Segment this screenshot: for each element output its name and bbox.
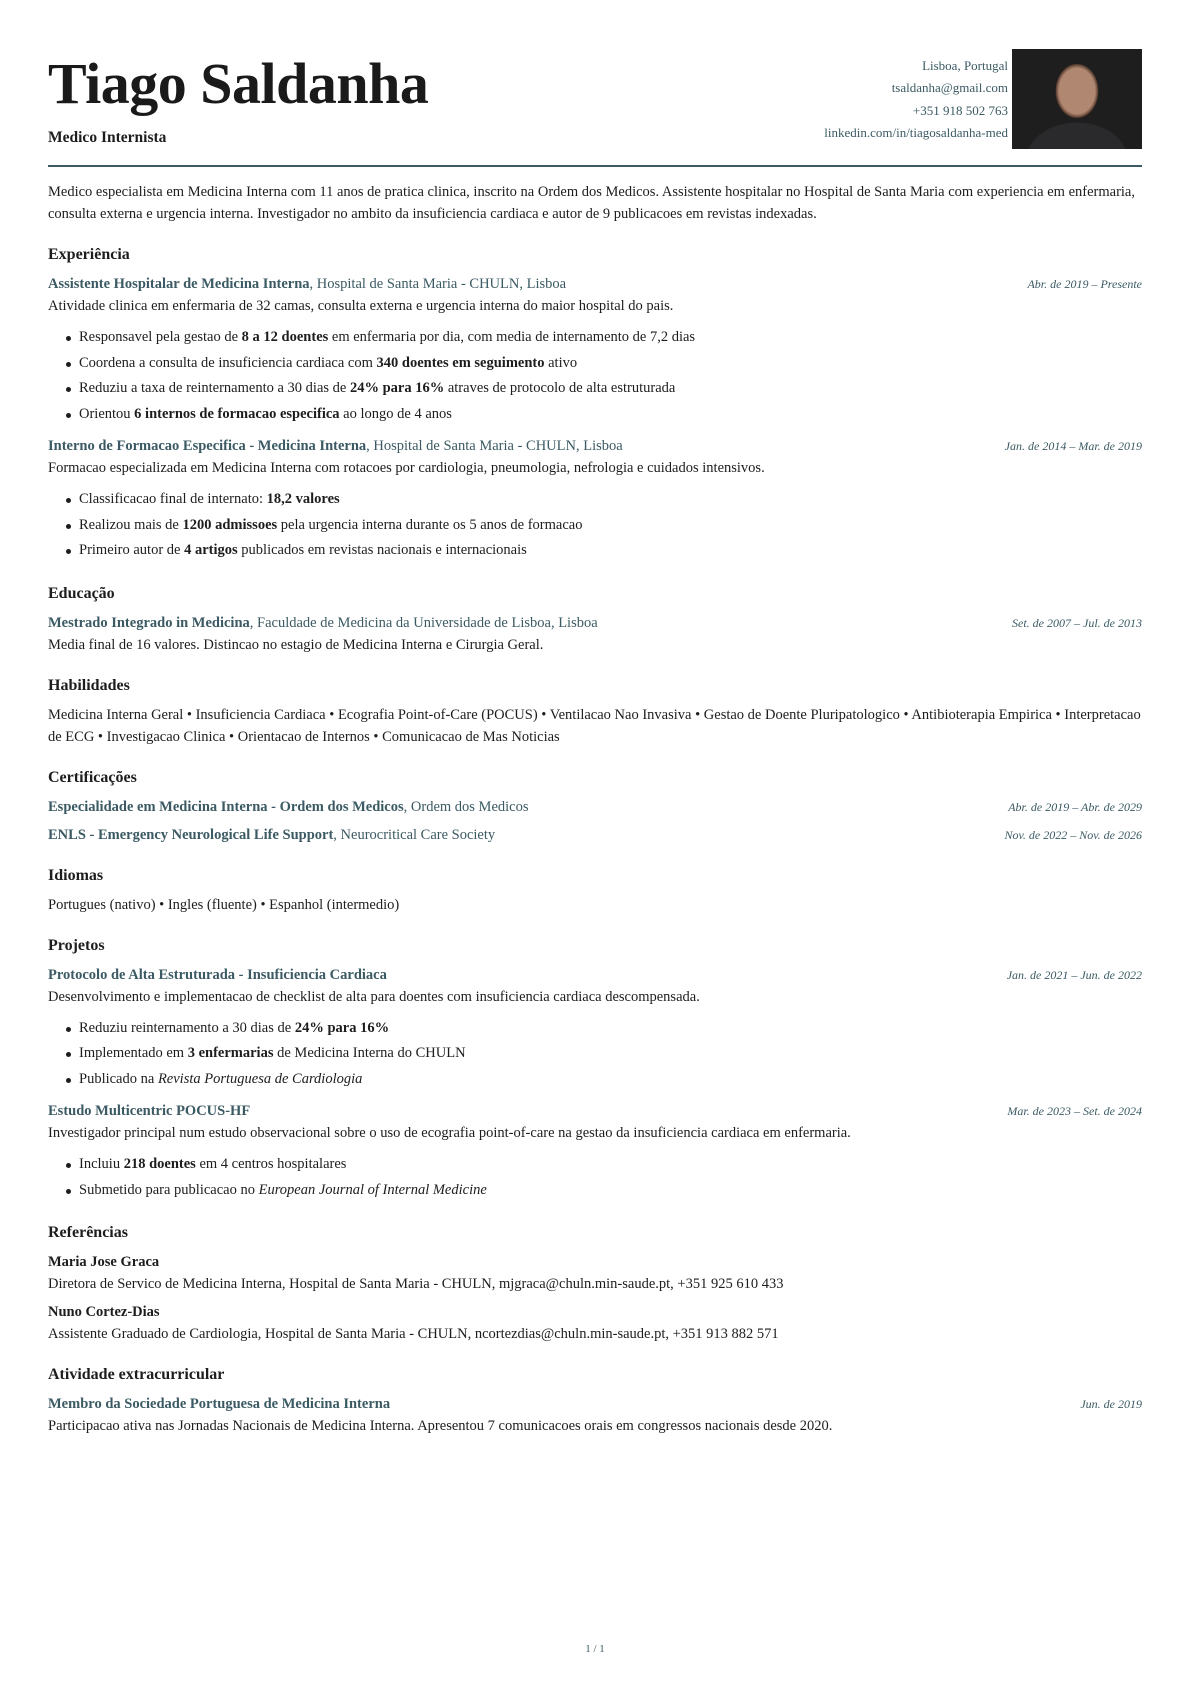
bullet-text: Coordena a consulta de insuficiencia cardiaca com xyxy=(79,354,377,371)
bullet-text: 340 doentes em seguimento xyxy=(376,354,545,371)
reference-details: Diretora de Servico de Medicina Interna, Hospital de Santa Maria - CHULN, mjgraca@chuln.min-saude.pt, +351 925 610 433 xyxy=(48,1276,784,1292)
entry-date: Nov. de 2022 – Nov. de 2026 xyxy=(1004,827,1142,842)
education-heading: Educação xyxy=(48,584,115,602)
references-section xyxy=(48,1224,1142,1345)
references-entry xyxy=(48,1301,1142,1345)
entry-title-line xyxy=(48,964,387,986)
bullet-item xyxy=(48,1152,1142,1178)
entry-title: Membro da Sociedade Portuguesa de Medicina Interna xyxy=(48,1396,391,1412)
bullet-text: Publicado na xyxy=(79,1070,158,1087)
entry-title-line xyxy=(48,1100,250,1122)
bullet-text: em enfermaria por dia, com media de internamento de 7,2 dias xyxy=(328,329,696,345)
entry-bullets xyxy=(48,1016,1142,1093)
contact-info xyxy=(824,55,1008,144)
resume-page xyxy=(48,0,1142,1443)
experience-entry xyxy=(48,273,1142,427)
entry-header xyxy=(48,824,1142,846)
skills-section xyxy=(48,677,1142,748)
entry-date: Jan. de 2014 – Mar. de 2019 xyxy=(1004,439,1142,453)
bullet-text: Responsavel pela gestao de xyxy=(79,329,242,345)
summary: Medico especialista em Medicina Interna com 11 anos de pratica clinica, inscrito na Ordem dos Medicos. Assistente hospitalar no Hospital de Santa Maria com experiencia em enfermaria, consulta externa e urgencia interna. Investigador no ambito da insuficiencia cardiaca e autor de 9 publicacoes em revistas indexadas. xyxy=(48,184,1135,222)
entry-title-line xyxy=(48,796,528,818)
bullet-text: 218 doentes xyxy=(123,1156,196,1172)
languages-section xyxy=(48,867,1142,916)
bullet-item xyxy=(48,376,1142,402)
bullet-text: 6 internos de formacao especifica xyxy=(134,405,340,422)
bullet-text: Submetido para publicacao no xyxy=(79,1181,259,1198)
page-number: 1 / 1 xyxy=(585,1643,605,1655)
bullet-text: publicados em revistas nacionais e internacionais xyxy=(237,542,527,558)
bullet-item xyxy=(48,402,1142,428)
bullet-text: 24% para 16% xyxy=(349,380,445,396)
bullet-item xyxy=(48,1016,1142,1042)
email-link[interactable]: tsaldanha@gmail.com xyxy=(891,80,1008,96)
projects-section xyxy=(48,937,1142,1204)
entry-bullets xyxy=(48,1152,1142,1203)
bullet-text: Orientou xyxy=(79,405,135,422)
location: Lisboa, Portugal xyxy=(922,58,1008,73)
bullet-text: 24% para 16% xyxy=(294,1019,390,1036)
candidate-name: Tiago Saldanha xyxy=(48,51,429,116)
bullet-text: European Journal of Internal Medicine xyxy=(258,1181,487,1198)
entry-header xyxy=(48,273,1142,295)
entry-header xyxy=(48,964,1142,986)
skills-list: Medicina Interna Geral • Insuficiencia Cardiaca • Ecografia Point-of-Care (POCUS) • Ventilacao Nao Invasiva • Gestao de Doente Pluripatologico • Antibioterapia Empirica • Interpretacao de ECG • Investigacao Clinica • Orientacao de Internos • Comunicacao de Mas Noticias xyxy=(48,706,1141,745)
entry-title: Protocolo de Alta Estruturada - Insuficiencia Cardiaca xyxy=(48,966,387,983)
bullet-text: 8 a 12 doentes xyxy=(241,329,329,345)
bullet-text: pela urgencia interna durante os 5 anos de formacao xyxy=(277,516,583,533)
entry-header xyxy=(48,796,1142,818)
projects-entry xyxy=(48,964,1142,1093)
bullet-text: Reduziu a taxa de reinternamento a 30 dias de xyxy=(79,380,350,396)
entry-title-line xyxy=(48,273,566,295)
languages-list: Portugues (nativo) • Ingles (fluente) • Espanhol (intermedio) xyxy=(48,896,400,913)
bullet-item xyxy=(48,325,1142,351)
bullet-item xyxy=(48,1067,1142,1093)
education-section xyxy=(48,585,1142,656)
phone: +351 918 502 763 xyxy=(912,102,1008,118)
entry-date: Abr. de 2019 – Presente xyxy=(1027,277,1142,291)
entry-organization: , Ordem dos Medicos xyxy=(403,798,529,815)
reference-details: Assistente Graduado de Cardiologia, Hospital de Santa Maria - CHULN, ncortezdias@chuln.min-saude.pt, +351 913 882 571 xyxy=(48,1326,779,1342)
extracurricular-heading: Atividade extracurricular xyxy=(48,1366,225,1383)
entry-bullets xyxy=(48,325,1142,427)
entry-title: Mestrado Integrado in Medicina xyxy=(48,614,250,631)
entry-description: Desenvolvimento e implementacao de checklist de alta para doentes com insuficiencia cardiaca descompensada. xyxy=(48,988,700,1005)
entry-description: Participacao ativa nas Jornadas Nacionais de Medicina Interna. Apresentou 7 comunicacoes orais em congressos nacionais desde 2020. xyxy=(48,1418,833,1434)
entry-title-line xyxy=(48,824,495,846)
entry-description: Atividade clinica em enfermaria de 32 camas, consulta externa e urgencia interna do maior hospital do pais. xyxy=(48,298,674,314)
bullet-item xyxy=(48,1178,1142,1204)
entry-description: Formacao especializada em Medicina Interna com rotacoes por cardiologia, pneumologia, nefrologia e cuidados intensivos. xyxy=(48,460,765,476)
bullet-text: atraves de protocolo de alta estruturada xyxy=(444,380,676,396)
bullet-text: ao longo de 4 anos xyxy=(339,405,452,422)
extracurricular-entry xyxy=(48,1393,1142,1437)
bullet-text: de Medicina Interna do CHULN xyxy=(273,1045,466,1061)
entry-title: Estudo Multicentric POCUS-HF xyxy=(48,1103,251,1119)
bullet-item xyxy=(48,513,1142,539)
entry-title: Interno de Formacao Especifica - Medicina Interna xyxy=(48,438,367,454)
entry-organization: , Hospital de Santa Maria - CHULN, Lisboa xyxy=(366,438,623,454)
bullet-item xyxy=(48,1041,1142,1067)
profile-photo xyxy=(1012,49,1142,149)
references-heading: Referências xyxy=(48,1224,128,1241)
bullet-text: 4 artigos xyxy=(184,542,238,558)
entry-date: Set. de 2007 – Jul. de 2013 xyxy=(1012,615,1142,630)
resume-header xyxy=(48,0,1142,168)
entry-title-line xyxy=(48,435,623,457)
experience-section xyxy=(48,246,1142,564)
certifications-entry xyxy=(48,796,1142,818)
extracurricular-section xyxy=(48,1366,1142,1437)
languages-heading: Idiomas xyxy=(48,866,104,884)
reference-name: Nuno Cortez-Dias xyxy=(48,1304,160,1320)
bullet-text: em 4 centros hospitalares xyxy=(195,1156,347,1172)
entry-header xyxy=(48,1393,1142,1415)
certifications-entry xyxy=(48,824,1142,846)
entry-organization: , Neurocritical Care Society xyxy=(333,826,496,843)
entry-header xyxy=(48,435,1142,457)
entry-header xyxy=(48,612,1142,634)
certifications-heading: Certificações xyxy=(48,768,137,786)
entry-organization: , Hospital de Santa Maria - CHULN, Lisboa xyxy=(309,276,567,292)
bullet-text: Implementado em xyxy=(79,1045,188,1061)
bullet-text: Primeiro autor de xyxy=(79,542,185,558)
entry-title-line xyxy=(48,612,598,634)
projects-entry xyxy=(48,1100,1142,1203)
entry-date: Mar. de 2023 – Set. de 2024 xyxy=(1007,1104,1142,1118)
header-divider xyxy=(48,165,1142,167)
entry-date: Jun. de 2019 xyxy=(1080,1397,1142,1411)
entry-description: Media final de 16 valores. Distincao no estagio de Medicina Interna e Cirurgia Geral. xyxy=(48,636,544,653)
bullet-text: Realizou mais de xyxy=(79,516,183,533)
skills-heading: Habilidades xyxy=(48,676,130,694)
entry-organization: , Faculdade de Medicina da Universidade de Lisboa, Lisboa xyxy=(249,614,598,631)
entry-description: Investigador principal num estudo observacional sobre o uso de ecografia point-of-care na gestao da insuficiencia cardiaca em enfermaria. xyxy=(48,1125,851,1141)
bullet-text: Incluiu xyxy=(79,1156,124,1172)
entry-date: Abr. de 2019 – Abr. de 2029 xyxy=(1008,799,1142,814)
bullet-text: Classificacao final de internato: xyxy=(79,491,267,507)
education-entry xyxy=(48,612,1142,656)
entry-title: Assistente Hospitalar de Medicina Interna xyxy=(48,276,310,292)
projects-heading: Projetos xyxy=(48,936,105,954)
linkedin-link[interactable]: linkedin.com/in/tiagosaldanha-med xyxy=(824,124,1008,140)
bullet-text: Reduziu reinternamento a 30 dias de xyxy=(79,1019,295,1036)
bullet-item xyxy=(48,538,1142,564)
reference-name: Maria Jose Graca xyxy=(48,1254,160,1270)
entry-title-line xyxy=(48,1393,390,1415)
references-entry xyxy=(48,1251,1142,1295)
bullet-item xyxy=(48,487,1142,513)
entry-title: Especialidade em Medicina Interna - Ordem dos Medicos xyxy=(48,798,404,815)
entry-title: ENLS - Emergency Neurological Life Support xyxy=(48,826,334,843)
entry-header xyxy=(48,1100,1142,1122)
bullet-item xyxy=(48,351,1142,377)
bullet-text: 1200 admissoes xyxy=(182,516,278,533)
job-title: Medico Internista xyxy=(48,129,167,146)
certifications-section xyxy=(48,769,1142,846)
experience-entry xyxy=(48,435,1142,564)
resume-sections xyxy=(48,246,1142,1437)
bullet-text: ativo xyxy=(544,354,578,371)
bullet-text: 3 enfermarias xyxy=(187,1045,274,1061)
experience-heading: Experiência xyxy=(48,246,130,263)
bullet-text: 18,2 valores xyxy=(266,491,340,507)
bullet-text: Revista Portuguesa de Cardiologia xyxy=(157,1070,363,1087)
entry-bullets xyxy=(48,487,1142,564)
entry-date: Jan. de 2021 – Jun. de 2022 xyxy=(1006,967,1142,982)
